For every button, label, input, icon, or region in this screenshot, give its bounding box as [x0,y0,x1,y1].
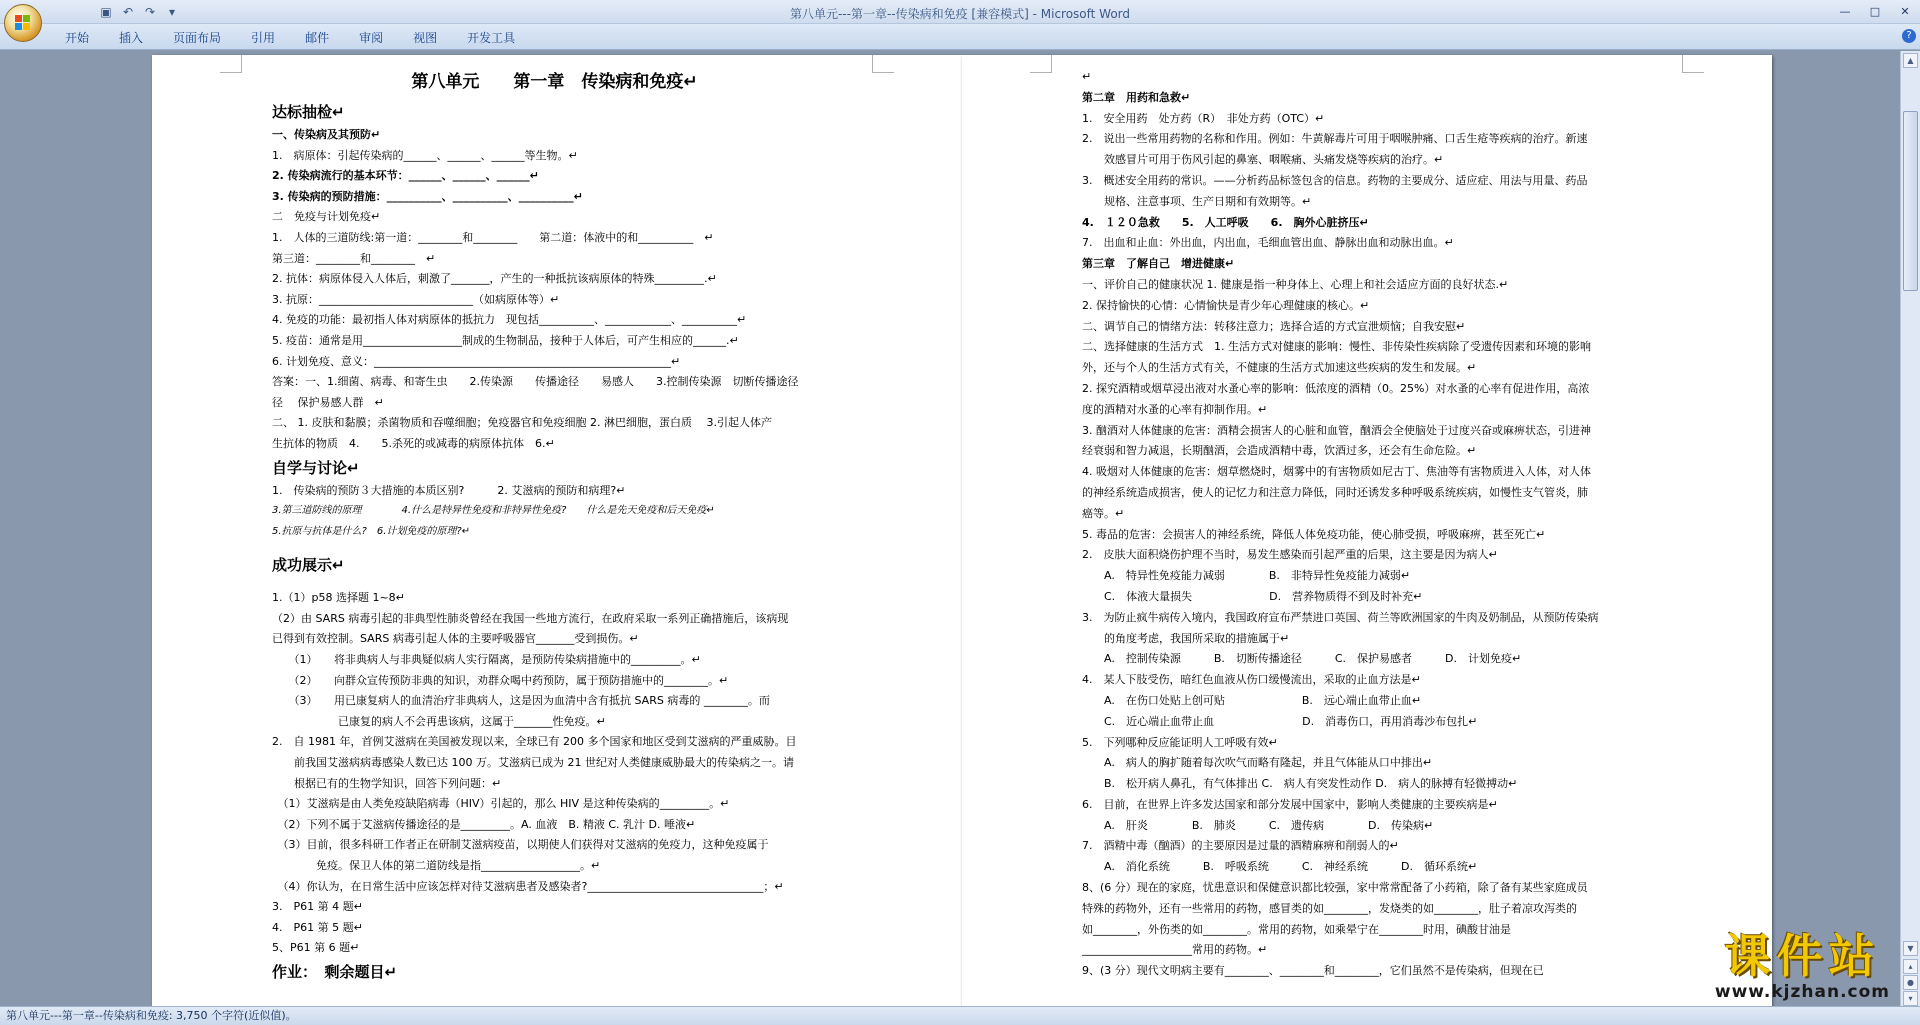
page1-text-line: 2. 自 1981 年，首例艾滋病在美国被发现以来，全球已有 200 多个国家和地区受到艾滋病的严重威胁。目 [272,735,797,749]
page2-text-line: 4. 某人下肢受伤，暗红色血液从伤口缓慢流出，采取的止血方法是↵ [1082,673,1421,687]
page1-text-line: 二、 1. 皮肤和黏膜；杀菌物质和吞噬细胞；免疫器官和免疫细胞 2. 淋巴细胞，蛋白质 3.引起人体产 [272,416,772,430]
page1-text-line: 自学与讨论↵ [272,458,360,477]
prev-page-icon[interactable]: ▴ [1903,959,1918,974]
page2-text-line: 第二章 用药和急救↵ [1082,90,1191,104]
page1-text-line: （2） 向群众宣传预防非典的知识，劝群众喝中药预防，属于预防措施中的________。↵ [272,673,729,687]
page1-text-line: 作业： 剩余题目↵ [272,962,398,981]
page2-text-line: 7. 酒精中毒（酗酒）的主要原因是过量的酒精麻痹和削弱人的↵ [1082,839,1399,853]
minimize-button[interactable]: — [1839,4,1851,18]
tab-view[interactable]: 视图 [413,31,438,45]
browse-object-icon[interactable]: ● [1903,975,1918,990]
document-page-2[interactable] [962,55,1772,1006]
watermark-url: www.kjzhan.com [1714,982,1890,1002]
watermark-logo [1715,930,1890,1002]
ribbon [0,24,1920,50]
page2-text-line: C. 体液大量损失 D. 营养物质得不到及时补充↵ [1082,589,1423,603]
tab-developer[interactable]: 开发工具 [467,31,516,45]
page1-text-line: 生抗体的物质 4. 5.杀死的或减毒的病原体抗体 6.↵ [272,436,555,450]
page2-text-line: A. 肝炎 B. 肺炎 C. 遗传病 D. 传染病↵ [1082,818,1434,832]
page1-text-line: 前我国艾滋病病毒感染人数已达 100 万。艾滋病已成为 21 世纪对人类健康威胁最大的传染病之一。请 [272,756,794,770]
redo-icon[interactable]: ↷ [144,5,156,19]
save-icon[interactable]: ▣ [100,5,112,19]
page2-text-line: 4. １２０急救 5. 人工呼吸 6. 胸外心脏挤压↵ [1082,215,1369,229]
page2-text-line: 3. 为防止疯牛病传入境内，我国政府宣布严禁进口英国、荷兰等欧洲国家的牛肉及奶制品，从预防传染病 [1082,610,1599,624]
undo-icon[interactable]: ↶ [122,5,134,19]
page1-text-line: 达标抽检↵ [272,103,345,121]
page1-text-line: 5、P61 第 6 题↵ [272,941,360,955]
page2-text-line: 外，还与个人的生活方式有关，不健康的生活方式加速这些疾病的发生和发展。↵ [1082,361,1477,375]
page2-text-line: 癌等。↵ [1082,506,1125,520]
page1-text-line [272,542,837,552]
page1-text-line: 3. 传染病的预防措施：__________、__________、__________↵ [272,189,583,203]
page2-text-line: 度的酒精对水蚤的心率有抑制作用。↵ [1082,402,1268,416]
page1-text-line: 1. 人体的三道防线:第一道：________和________ 第二道：体液中的和__________ ↵ [272,230,714,244]
page1-text-line: （2）下列不属于艾滋病传播途径的是_________。A. 血液 B. 精液 C. 乳汁 D. 唾液↵ [272,817,696,831]
page1-text-line: 径 保护易感人群 ↵ [272,395,384,409]
help-icon[interactable]: ? [1902,29,1916,43]
page2-text-line: C. 近心端止血带止血 D. 消毒伤口，再用消毒沙布包扎↵ [1082,714,1478,728]
watermark-title: 课件站 [1724,929,1881,983]
page2-text-line: 2. 探究酒精或烟草浸出液对水蚤心率的影响：低浓度的酒精（0。25%）对水蚤的心率有促进作用，高浓 [1082,381,1590,395]
page1-text-line: 2. 传染病流行的基本环节：______、______、______↵ [272,169,539,183]
document-area [0,51,1900,1006]
page2-text-line: 二、选择健康的生活方式 1. 生活方式对健康的影响：慢性、非传染性疾病除了受遗传因素和环境的影响 [1082,340,1591,354]
page1-text-line: 2. 抗体：病原体侵入人体后，刺激了_______，产生的一种抵抗该病原体的特殊_________.↵ [272,272,717,286]
page1-text-line: 已康复的病人不会再患该病，这属于_______性免疫。↵ [272,714,606,728]
office-button[interactable] [4,4,42,42]
status-text: 第八单元---第一章--传染病和免疫: 3,750 个字符(近似值)。 [6,1009,297,1022]
page1-text-line: 4. 免疫的功能：最初指人体对病原体的抵抗力 现包括__________、____________、__________↵ [272,313,747,327]
page2-text-line: 2. 保持愉快的心情：心情愉快是青少年心理健康的核心。↵ [1082,298,1370,312]
page1-text-line: 第八单元 第一章 传染病和免疫↵ [411,72,698,92]
page2-text-line: 一、评价自己的健康状况 1. 健康是指一种身体上、心理上和社会适应方面的良好状态.↵ [1082,277,1509,291]
tab-review[interactable]: 审阅 [359,31,384,45]
page2-text-line: 8、(6 分）现在的家庭，忧患意识和保健意识都比较强，家中常常配备了小药箱，除了备有某些家庭成员 [1082,881,1588,895]
page2-text-line: 二、调节自己的情绪方法：转移注意力；选择合适的方式宣泄烦恼；自我安慰↵ [1082,319,1466,333]
page2-text-line: 1. 安全用药 处方药（R） 非处方药（OTC）↵ [1082,111,1325,125]
page2-text-line: 7. 出血和止血：外出血，内出血，毛细血管出血、静脉出血和动脉出血。↵ [1082,236,1454,250]
ribbon-tabs [50,29,530,47]
window-title: 第八单元---第一章--传染病和免疫 [兼容模式] - Microsoft Word [789,7,1131,21]
page1-text-line: 成功展示↵ [272,556,345,575]
page2-text-line: 的神经系统造成损害，使人的记忆力和注意力降低，同时还诱发多种呼吸系统疾病，如慢性支气管炎，肺 [1082,485,1588,499]
title-bar [0,0,1920,24]
tab-home[interactable]: 开始 [65,31,90,45]
scroll-down-icon[interactable]: ▼ [1903,941,1918,956]
page2-text-line: 第三章 了解自己 增进健康↵ [1082,257,1235,271]
page1-text-line: （3）目前，很多科研工作者正在研制艾滋病疫苗，以期使人们获得对艾滋病的免疫力，这种免疫属于 [272,838,769,852]
page2-text-line: 3. 概述安全用药的常识。——分析药品标签包含的信息。药物的主要成分、适应症、用法与用量、药品 [1082,173,1588,187]
page2-text-line: A. 病人的胸扩随着每次吹气而略有隆起，并且气体能从口中排出↵ [1082,756,1433,770]
scroll-thumb[interactable] [1903,111,1918,291]
page1-text-line: （1）艾滋病是由人类免疫缺陷病毒（HIV）引起的，那么 HIV 是这种传染病的_________。↵ [272,797,730,811]
page1-text-line: 根据已有的生物学知识，回答下列问题：↵ [272,776,502,790]
page2-text-line: 5. 毒品的危害：会损害人的神经系统，降低人体免疫功能，使心肺受损，呼吸麻痹，甚至死亡↵ [1082,527,1546,541]
scroll-up-icon[interactable]: ▲ [1903,53,1918,68]
page1-text-line: 1. 病原体：引起传染病的______、______、______等生物。↵ [272,148,578,162]
vertical-scrollbar[interactable] [1900,51,1920,1006]
close-button[interactable]: ✕ [1900,4,1910,18]
page2-text-line: A. 特异性免疫能力减弱 B. 非特异性免疫能力减弱↵ [1082,569,1411,583]
page-1-content[interactable] [272,65,837,985]
tab-insert[interactable]: 插入 [119,31,144,45]
page1-text-line: 答案：一、1.细菌、病毒、和寄生虫 2.传染源 传播途径 易感人 3.控制传染源 切断传播途径 [272,375,799,389]
page1-text-line: 已得到有效控制。SARS 病毒引起人体的主要呼吸器官_______受到损伤。↵ [272,632,639,646]
crop-mark [1682,55,1704,73]
document-page-1[interactable] [152,55,962,1006]
page1-text-line: 第三道：________和________ ↵ [272,251,436,265]
page2-text-line: A. 消化系统 B. 呼吸系统 C. 神经系统 D. 循环系统↵ [1082,860,1478,874]
page1-text-line: （4）你认为，在日常生活中应该怎样对待艾滋病患者及感染者?________________________________；↵ [272,879,784,893]
window-controls [1830,0,1920,22]
page2-text-line: 规格、注意事项、生产日期和有效期等。↵ [1082,194,1312,208]
page2-text-line: A. 在伤口处贴上创可贴 B. 远心端止血带止血↵ [1082,693,1422,707]
crop-mark [220,55,242,73]
page2-text-line: 的角度考虑，我国所采取的措施属于↵ [1082,631,1290,645]
page1-text-line: 3. 抗原：____________________________（如病原体等）↵ [272,292,560,306]
page2-text-line: A. 控制传染源 B. 切断传播途径 C. 保护易感者 D. 计划免疫↵ [1082,652,1522,666]
page2-text-line: 4. 吸烟对人体健康的危害：烟草燃烧时，烟雾中的有害物质如尼古丁、焦油等有害物质进入人体，对人体 [1082,465,1591,479]
page2-text-line: 效感冒片可用于伤风引起的鼻塞、咽喉痛、头痛发烧等疾病的治疗。↵ [1082,153,1444,167]
page-2-content[interactable] [1082,67,1662,982]
page2-text-line: 2. 说出一些常用药物的名称和作用。例如：牛黄解毒片可用于咽喉肿痛、口舌生疮等疾病的治疗。新速 [1082,132,1588,146]
page2-text-line: 9、(3 分）现代文明病主要有________、________和________，它们虽然不是传染病，但现在已 [1082,964,1544,978]
page1-text-line: 3. P61 第 4 题↵ [272,900,363,914]
page2-text-line: 3. 酗酒对人体健康的危害：酒精会损害人的心脏和血管，酗酒会全使脑处于过度兴奋或麻痹状态，引进神 [1082,423,1591,437]
tab-mailings[interactable]: 邮件 [305,31,330,45]
page1-text-line: 免疫。保卫人体的第二道防线是指__________________。↵ [272,859,601,872]
page2-text-line: ↵ [1082,70,1092,83]
page1-text-line: 6. 计划免疫、意义：______________________________________________________↵ [272,354,681,368]
page1-text-line: 3.第三道防线的原理 4.什么是特异性免疫和非特异性免疫? 什么是先天免疫和后天免疫↵ [272,505,715,517]
page1-text-line: 5.抗原与抗体是什么? 6.计划免疫的原理?↵ [272,525,471,537]
office-logo-icon [15,15,31,31]
page1-text-line: 4. P61 第 5 题↵ [272,920,363,934]
tab-page-layout[interactable]: 页面布局 [173,31,222,45]
qat-dropdown-icon[interactable]: ▾ [168,5,176,19]
next-page-icon[interactable]: ▾ [1903,991,1918,1006]
page2-text-line: 5. 下列哪种反应能证明人工呼吸有效↵ [1082,735,1278,749]
maximize-button[interactable]: □ [1869,4,1881,18]
page1-text-line: 1.（1）p58 选择题 1~8↵ [272,591,405,605]
page2-text-line: 经衰弱和智力减退，长期酗酒，会造成酒精中毒，饮酒过多，还会有生命危险。↵ [1082,444,1477,458]
page2-text-line: ____________________常用的药物。↵ [1082,943,1268,957]
status-bar [0,1006,1920,1025]
page2-text-line: B. 松开病人鼻孔，有气体排出 C. 病人有突发性动作 D. 病人的脉搏有轻微搏动↵ [1082,777,1518,791]
page2-text-line: 特殊的药物外，还有一些常用的药物，感冒类的如________，发烧类的如________，肚子着凉攻泻类的 [1082,901,1577,915]
page2-text-line: 2. 皮肤大面积烧伤护理不当时，易发生感染而引起严重的后果，这主要是因为病人↵ [1082,548,1498,562]
page1-text-line: 1. 传染病的预防３大措施的本质区别? 2. 艾滋病的预防和病理?↵ [272,483,626,497]
page1-text-line: （3） 用已康复病人的血清治疗非典病人，这是因为血清中含有抵抗 SARS 病毒的 ________。而 [272,694,770,708]
page1-text-line: 一、传染病及其预防↵ [272,128,381,141]
crop-mark [872,55,894,73]
page1-text-line: 二 免疫与计划免疫↵ [272,210,381,224]
crop-mark [1030,55,1052,73]
page1-text-line [272,578,837,588]
page1-text-line: （1） 将非典病人与非典疑似病人实行隔离，是预防传染病措施中的_________。↵ [272,653,701,667]
page1-text-line: 5. 疫苗：通常是用__________________制成的生物制品，接种于人体后，可产生相应的______.↵ [272,333,739,347]
page2-text-line: 如________，外伤类的如________。常用的药物，如乘晕宁在________时用，碘酸甘油是 [1082,922,1511,936]
page2-text-line: 6. 目前，在世界上许多发达国家和部分发展中国家中，影响人类健康的主要疾病是↵ [1082,797,1498,811]
page1-text-line: （2）由 SARS 病毒引起的非典型性肺炎曾经在我国一些地方流行，在政府采取一系列正确措施后，该病现 [272,611,789,625]
tab-references[interactable]: 引用 [251,31,276,45]
